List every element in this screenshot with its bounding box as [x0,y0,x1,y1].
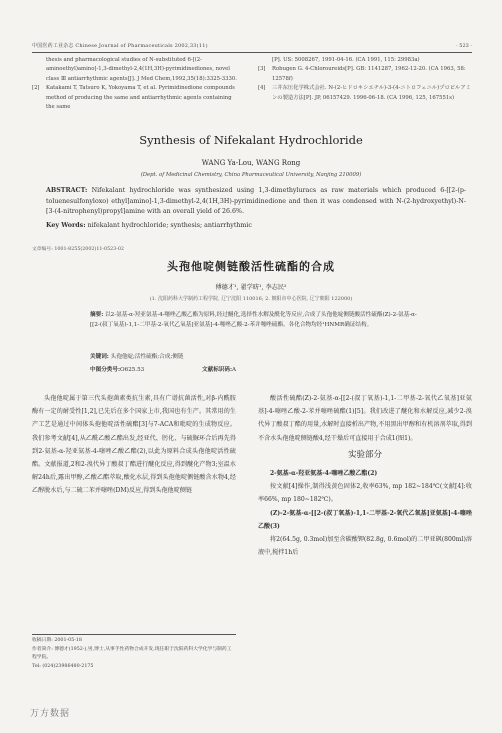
reference-item: [2] Katakami T, Tatsuro K, Yokoyama T, et al. Pyrimidinedione compounds method of producing the same and antiarrhythmic agents containing the same [32,85,235,111]
article-id: 文章编号: 1001-8255(2002)11-0523-02 [32,247,124,252]
chinese-authors: 傅德才¹, 翟学昉¹, 李志民² [215,284,287,291]
class-number: 中图分类号:O625.53 [90,367,145,373]
english-authors: WANG Ya-Lou, WANG Rong [201,159,301,167]
body-column-left [32,392,236,498]
section-title: 实验部分 [347,449,382,460]
experiment-text: 将2(64.5g, 0.3mol)加至含碳酸钾(82.8g, 0.6mol)的二甲亚砜(800ml)溶液中,搅拌1h后 [258,536,472,557]
body-column-right [258,392,472,559]
chinese-title: 头孢他啶侧链酸活性硫酯的合成 [167,260,335,273]
received-date: 收稿日期: 2001-05-18 [32,638,82,643]
english-title: Synthesis of Nifekalant Hydrochloride [139,133,363,147]
chinese-affiliation: (1. 沈阳药科大学制药工程学院, 辽宁沈阳 110016; 2. 朝阳市中心医院, 辽宁朝阳 122000) [149,296,353,302]
running-header [32,40,472,53]
english-keywords [46,222,466,229]
references-left [32,56,240,112]
classification-line [90,365,420,373]
english-abstract [46,186,466,218]
keywords-text: 头孢他啶;活性硫酯;合成;侧链 [110,354,184,360]
document-code: 文献标识码:A [202,367,237,373]
watermark: 万方数据 [30,709,71,719]
abstract-label: ABSTRACT: [46,187,88,194]
abstract-label: 摘要: [90,312,104,318]
references-right [258,56,472,103]
reference-item: [3] Robugen G. 4-Chloroureids[P]. GB: 1141287, 1962-12-20. (CA 1963, 58: 12578f) [258,66,466,82]
chinese-keywords [90,352,420,360]
keywords-text: nifekalant hydrochloride; synthesis; antiarrhythmic [87,222,252,229]
body-paragraph: 头孢他啶属于第三代头孢菌素类抗生素,具有广谱抗菌活性,对β-内酰胺酶有一定的耐受性[1,2],已先后在多个国家上市,我国也有生产。其常用的生产工艺是通过中间体头孢他啶活性硫酯[3]与7-ACA和吡啶的生成物反应。我们参考文献[4],从乙酰乙酸乙酯出发,经亚代、肟化、与硫脲环合后再先得到2-氨基-α-羟亚氨基-4-噻唑乙酸乙酯(2),以此为原料合成头孢他啶活性硫酯。文献报道,2和2-溴代异丁酸叔丁酯进行醚化反应,得到醚化产物3;室温水解24h后,露出甲醇,乙酸乙酯萃取,酸化水层,得到头孢他啶侧链酸含水物4,经乙醇脱水后,与二硫二苯并噻唑(DM)反应,得到头孢他啶侧链 [32,395,236,495]
reference-item: [P]. US: 5008267, 1991-04-16. (CA 1991, 115: 29983a) [272,57,420,63]
body-paragraph: 酸活性硫酯(Z)-2-氨基-α-[[2-(叔丁氧基)-1,1-二甲基-2-氧代乙氧基]亚氨基]-4-噻唑乙酸-2-苯并噻唑硫酯(1)[5]。我们改进了醚化和水解反应,减少2-溴代异丁酸叔丁酯的用量,水解时直接析出产物,不用黑出甲醇和有机溶剂萃取,得到不含水头孢他啶侧链酸4,经干燥后可直接用于合成1(图1)。 [258,395,472,442]
reference-item: thesis and pharmacological studies of N-substituted 6-[(2-aminoethyl)amino]-1,3-dimethyl-2,4(1H,3H)-pyrimidinediones, novel class Ⅲ antiarrhythmic agents[J]. J Med Chem,1992,35(18):3325-3330. [46,57,237,82]
author-phone: Tel: (024)23986480-2175 [32,663,94,669]
journal-name: 中国医药工业杂志 Chinese Journal of Pharmaceuticals 2002,33(11) [32,43,208,49]
chinese-abstract [90,310,420,331]
reference-item: [4] 三井东压化学株式会社. N-(2-ヒドロキシエチル)-3-(4-ニトロフェニル)プロピルアミンの製造方法[P]. JP, 06157429. 1996-06-18. (CA 1996, 125, 167551s) [258,85,471,101]
english-affiliation: (Dept. of Medicinal Chemistry, China Pharmaceutical University, Nanjing 210009) [140,172,362,178]
experiment-heading: (Z)-2-氨基-α-[[2-(叔丁氧基)-1,1-二甲基-2-氧代乙氧基]亚氨基]-4-噻唑乙酸(3) [258,509,472,530]
author-bio: 作者简介: 傅德才(1952-),男,博士,从事手性药物合成开发,现任职于沈阳药科大学化学与制药工程学院。 [32,646,232,661]
experiment-text: 按文献[4]操作,制得浅黄色固体2,收率63%, mp 182~184℃(文献[4]:收率66%, mp 180~182℃)。 [258,483,472,504]
keywords-label: Key Words: [46,222,86,229]
footnote [32,634,236,671]
page-number: · 523 · [456,43,472,49]
experiment-heading: 2-氨基-α-羟亚氨基-4-噻唑乙酸乙酯(2) [270,470,378,478]
abstract-text: Nifekalant hydrochloride was synthesized using 1,3-dimethyluracs as raw materials which produced 6-[[2-(p-toluenesulfonyloxo) ethyl]amino]-1,3-dimethyl-2,4(1H,3H)-pyrimidinedione and then it was condensed with N-(2-hydroxyethyl)-N-[3-(4-nitrophenyl)propyl]amine with an overall yield of 26.6%. [46,187,466,216]
abstract-text: 以2-氨基-α-羟亚氨基-4-噻唑乙酸乙酯为原料,经过醚化,选择性水解及酰化等反应,合成了头孢他啶侧链酸活性硫酯(Z)-2-氨基-α-[[2-(叔丁氧基)-1,1-二甲基-2-氧代乙氧基]亚氨基]-4-噻唑乙酸-2-苯并噻唑硫酯。各化合物均经¹HNMR确证结构。 [90,312,417,329]
keywords-label: 关键词: [90,354,109,360]
